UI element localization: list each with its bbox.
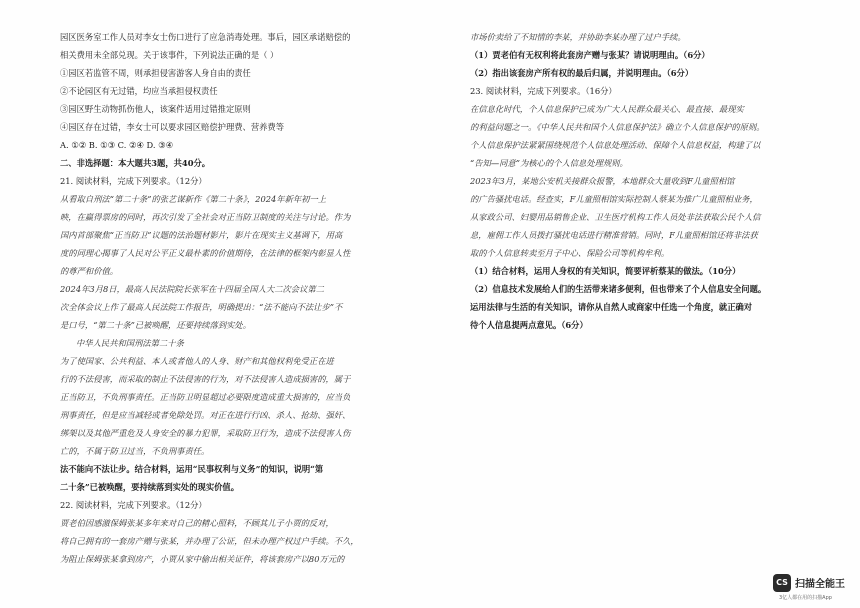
text-line: 次全体会议上作了最高人民法院工作报告，明确提出：“法不能向不法让步”不 bbox=[60, 302, 343, 312]
text-line: “告知—同意”为核心的个人信息处理规则。 bbox=[470, 158, 628, 168]
watermark-name: 扫描全能王 bbox=[795, 579, 845, 590]
text-line: 2023年3月，某地公安机关接群众报警，本地群众大量收到F儿童照相馆 bbox=[470, 176, 735, 186]
question-prompt: 二十条”已被唤醒，要持续落到实处的现实价值。 bbox=[60, 482, 240, 492]
text-line: 是口号，“第二十条”已被唤醒，还要持续落到实处。 bbox=[60, 320, 252, 330]
text-line: 取的个人信息转卖至月子中心、保险公司等机构牟利。 bbox=[470, 248, 670, 258]
question-22-part-2: （2）指出该套房产所有权的最后归属，并说明理由。（6分） bbox=[470, 68, 694, 78]
option-3: ③园区野生动物抓伤他人，该案件适用过错推定原则 bbox=[60, 104, 251, 114]
text-line: 为阻止保姆张某拿到房产，小贾从家中偷出相关证件，将该套房产以80万元的 bbox=[60, 554, 345, 564]
text-line: 将自己拥有的一套房产赠与张某，并办理了公证，但未办理产权过户手续。不久， bbox=[60, 536, 359, 546]
text-line: 行的不法侵害，而采取的制止不法侵害的行为，对不法侵害人造成损害的，属于 bbox=[60, 374, 351, 384]
question-23-part-2: 运用法律与生活的有关知识，请你从自然人或商家中任选一个角度，就正确对 bbox=[470, 302, 753, 312]
text-line: 从看取自刑法“第二十条”的张艺谋新作《第二十条》，2024年新年初一上 bbox=[60, 194, 327, 204]
text-line: 绑架以及其他严重危及人身安全的暴力犯罪，采取防卫行为，造成不法侵害人伤 bbox=[60, 428, 351, 438]
section-heading: 二、非选择题：本大题共3题，共40分。 bbox=[60, 158, 211, 168]
text-line: 正当防卫，不负刑事责任。正当防卫明显超过必要限度造成重大损害的，应当负 bbox=[60, 392, 351, 402]
text-line: 度的同理心揭事了人民对公平正义最朴素的价值期待，在法律的框架内彰显人性 bbox=[60, 248, 351, 258]
text-line: 园区医务室工作人员对李女士伤口进行了应急消毒处理。事后，园区承诺赔偿的 bbox=[60, 32, 351, 42]
text-line: 个人信息保护法紧紧围绕规范个人信息处理活动、保障个人信息权益，构建了以 bbox=[470, 140, 761, 150]
answer-choices: A. ①② B. ①③ C. ②④ D. ③④ bbox=[60, 140, 174, 150]
question-21-heading: 21. 阅读材料，完成下列要求。（12分） bbox=[60, 176, 207, 186]
question-22-heading: 22. 阅读材料，完成下列要求。（12分） bbox=[60, 500, 207, 510]
watermark-tagline: 3亿人都在用的扫描App bbox=[779, 595, 832, 601]
text-line: 从家政公司、妇婴用品销售企业、卫生医疗机构工作人员处非法获取公民个人信 bbox=[470, 212, 761, 222]
question-prompt: 法不能向不法让步。结合材料，运用“民事权利与义务”的知识，说明“第 bbox=[60, 464, 324, 474]
text-line: 的利益问题之一。《中华人民共和国个人信息保护法》确立个人信息保护的原则。 bbox=[470, 122, 765, 132]
text-line: 相关费用未全部兑现。关于该事件，下列说法正确的是（ ） bbox=[60, 50, 279, 60]
question-23-heading: 23. 阅读材料，完成下列要求。（16分） bbox=[470, 86, 617, 96]
text-line: 贾老伯因感激保姆张某多年来对自己的精心照料，不顾其儿子小贾的反对， bbox=[60, 518, 334, 528]
question-23-part-1: （1）结合材料，运用人身权的有关知识，简要评析蔡某的做法。（10分） bbox=[470, 266, 741, 276]
law-title: 中华人民共和国刑法第二十条 bbox=[76, 338, 184, 348]
question-22-part-1: （1）贾老伯有无权利将此套房产赠与张某？请说明理由。（6分） bbox=[470, 50, 710, 60]
text-line: 的广告骚扰电话。经查实，F儿童照相馆实际控制人蔡某为推广儿童照相业务， bbox=[470, 194, 758, 204]
text-line: 亡的，不属于防卫过当，不负刑事责任。 bbox=[60, 446, 210, 456]
option-1: ①园区若监管不周，则承担侵害游客人身自由的责任 bbox=[60, 68, 251, 78]
camscanner-logo-icon: CS bbox=[773, 574, 791, 592]
question-23-part-2: （2）信息技术发展给人们的生活带来诸多便利，但也带来了个人信息安全问题。 bbox=[470, 284, 767, 294]
question-23-part-2: 待个人信息提两点意见。（6分） bbox=[470, 320, 588, 330]
option-2: ②不论园区有无过错，均应当承担侵权责任 bbox=[60, 86, 218, 96]
text-line: 刑事责任，但是应当减轻或者免除处罚。对正在进行行凶、杀人、抢劫、强奸、 bbox=[60, 410, 351, 420]
text-line: 市场价卖给了不知情的李某，并协助李某办理了过户手续。 bbox=[470, 32, 686, 42]
text-line: 的尊严和价值。 bbox=[60, 266, 119, 276]
text-line: 息，雇佣工作人员拨打骚扰电话进行精准营销。同时，F儿童照相馆还将非法获 bbox=[470, 230, 758, 240]
text-line: 在信息化时代，个人信息保护已成为广大人民群众最关心、最直接、最现实 bbox=[470, 104, 744, 114]
text-line: 国内首部聚焦“正当防卫”议题的法治题材影片，影片在现实主义基调下，用高 bbox=[60, 230, 343, 240]
text-line: 映，在赢得票房的同时，再次引发了全社会对正当防卫制度的关注与讨论。作为 bbox=[60, 212, 351, 222]
option-4: ④园区存在过错，李女士可以要求园区赔偿护理费、营养费等 bbox=[60, 122, 285, 132]
text-line: 2024年3月8日，最高人民法院院长张军在十四届全国人大二次会议第二 bbox=[60, 284, 324, 294]
scanner-watermark bbox=[773, 572, 853, 602]
text-line: 为了使国家、公共利益、本人或者他人的人身、财产和其他权利免受正在进 bbox=[60, 356, 334, 366]
